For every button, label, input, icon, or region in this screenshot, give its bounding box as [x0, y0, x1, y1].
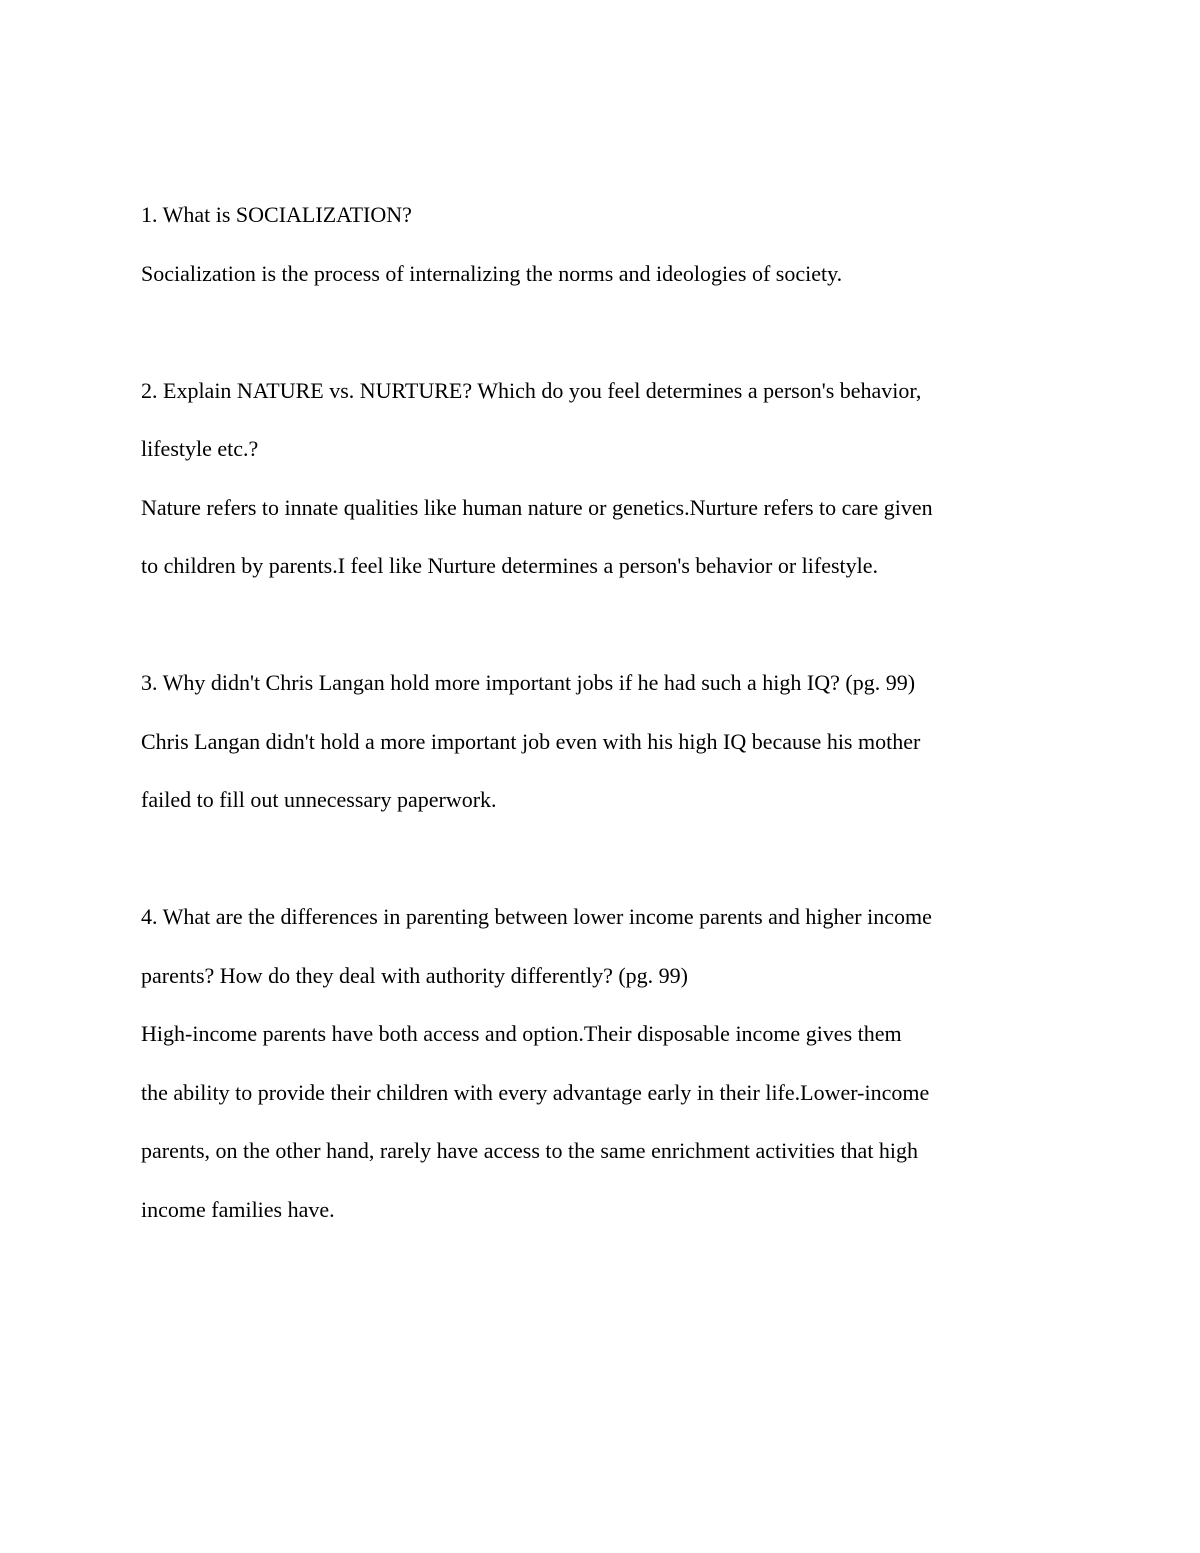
qa-item-3 — [141, 654, 1071, 830]
paragraph-spacer — [141, 830, 1071, 889]
qa-item-1 — [141, 186, 1071, 303]
answer-2-line-1: Nature refers to innate qualities like human nature or genetics.Nurture refers to care given — [141, 494, 933, 520]
answer-4-line-2: the ability to provide their children with every advantage early in their life.Lower-income — [141, 1079, 930, 1105]
qa-item-2 — [141, 362, 1071, 596]
question-4-line-1: 4. What are the differences in parenting between lower income parents and higher income — [141, 904, 932, 929]
answer-4-line-4: income families have. — [141, 1196, 335, 1222]
question-2-line-1: 2. Explain NATURE vs. NURTURE? Which do you feel determines a person's behavior, — [141, 377, 922, 403]
qa-item-4 — [141, 888, 1071, 1239]
document-body — [141, 186, 1071, 1239]
question-2-line-2: lifestyle etc.? — [141, 436, 259, 461]
answer-2-line-2: to children by parents.I feel like Nurture determines a person's behavior or lifestyle. — [141, 553, 879, 578]
question-3-line-1: 3. Why didn't Chris Langan hold more important jobs if he had such a high IQ? (pg. 99) — [141, 670, 916, 695]
answer-3-line-2: failed to fill out unnecessary paperwork. — [141, 787, 497, 812]
question-4-line-2: parents? How do they deal with authority differently? (pg. 99) — [141, 962, 688, 988]
paragraph-spacer — [141, 596, 1071, 655]
question-1-line-1: 1. What is SOCIALIZATION? — [141, 202, 412, 227]
paragraph-spacer — [141, 303, 1071, 362]
answer-3-line-1: Chris Langan didn't hold a more important job even with his high IQ because his mother — [141, 728, 921, 754]
answer-4-line-1: High-income parents have both access and option.Their disposable income gives them — [141, 1021, 902, 1046]
answer-4-line-3: parents, on the other hand, rarely have access to the same enrichment activities that high — [141, 1138, 919, 1163]
answer-1-line-1: Socialization is the process of internalizing the norms and ideologies of society. — [141, 260, 843, 286]
